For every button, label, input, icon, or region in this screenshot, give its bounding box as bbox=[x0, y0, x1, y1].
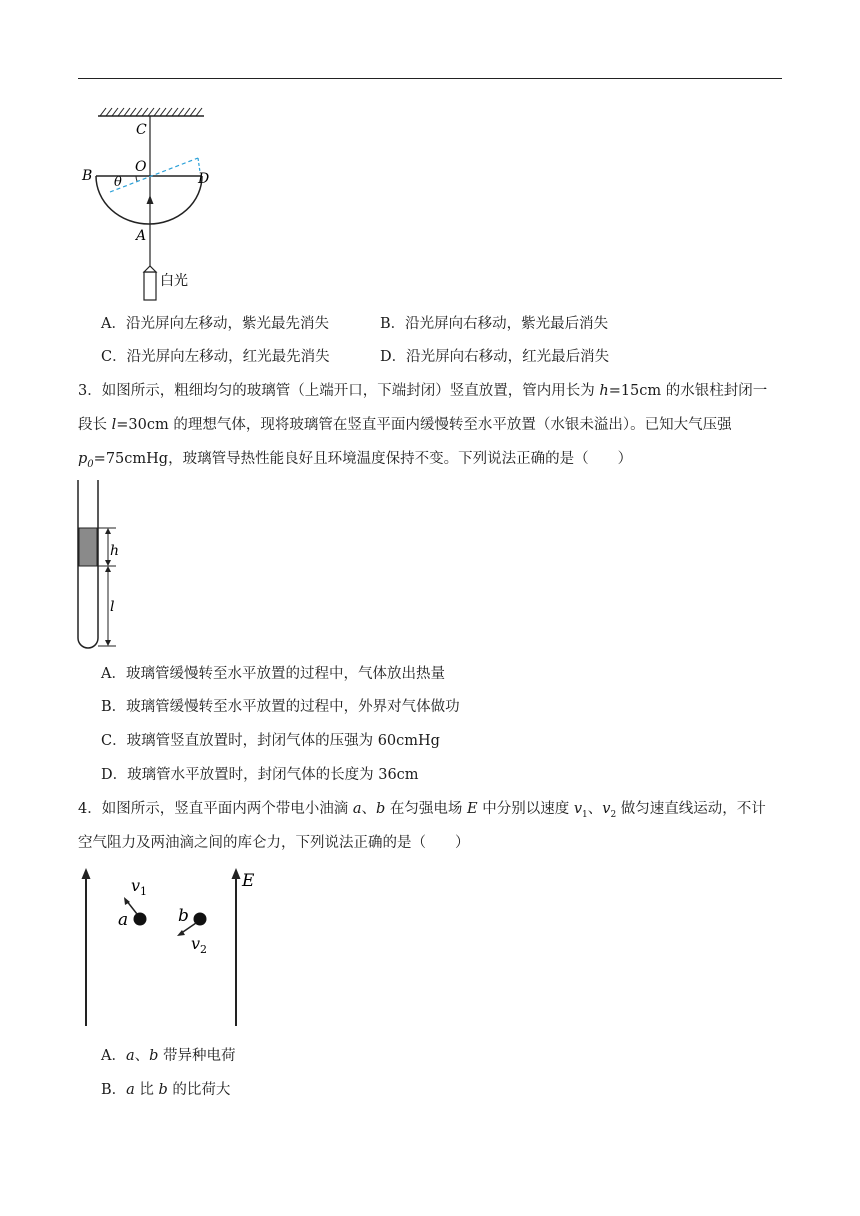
q3-option-d: D．玻璃管水平放置时，封闭气体的长度为 36cm bbox=[101, 767, 419, 783]
q2-label-o: O bbox=[135, 159, 147, 175]
q4-stem-line-2: 空气阻力及两油滴之间的库仑力，下列说法正确的是（ ） bbox=[78, 835, 470, 851]
q3-stem-line-3: $p_0=75cmHg$，玻璃管导热性能良好且环境温度保持不变。下列说法正确的是（ ） bbox=[78, 451, 633, 470]
q2-option-a: A．沿光屏向左移动，紫光最先消失 bbox=[101, 316, 329, 332]
q4-label-v2: $v_2$ bbox=[191, 934, 208, 956]
q4-option-b: B．a 比 b 的比荷大 bbox=[101, 1082, 231, 1098]
q3-option-a: A．玻璃管缓慢转至水平放置的过程中，气体放出热量 bbox=[101, 666, 445, 682]
q4-label-a: a bbox=[118, 910, 129, 930]
q2-label-theta: θ bbox=[114, 175, 122, 190]
q4-label-v1: $v_1$ bbox=[131, 876, 148, 898]
q3-stem-line-2: 段长 l=30cm 的理想气体，现将玻璃管在竖直平面内缓慢转至水平放置（水银未溢出）。已知大气压强 bbox=[78, 417, 732, 433]
q2-option-b: B．沿光屏向右移动，紫光最后消失 bbox=[380, 316, 609, 332]
q3-stem-line-1: 3．如图所示，粗细均匀的玻璃管（上端开口，下端封闭）竖直放置，管内用长为 h=15cm 的水银柱封闭一 bbox=[78, 383, 768, 399]
q2-option-d: D．沿光屏向右移动，红光最后消失 bbox=[380, 349, 610, 365]
q3-figure bbox=[72, 478, 142, 654]
q2-option-c: C．沿光屏向左移动，红光最先消失 bbox=[101, 349, 330, 365]
q2-source-label: 白光 bbox=[160, 273, 188, 289]
q3-option-b: B．玻璃管缓慢转至水平放置的过程中，外界对气体做功 bbox=[101, 699, 460, 715]
q3-option-c: C．玻璃管竖直放置时，封闭气体的压强为 60cmHg bbox=[101, 733, 440, 749]
q4-stem-line-1: 4．如图所示，竖直平面内两个带电小油滴 a、b 在匀强电场 E 中分别以速度 $v_1$、$v_2$ 做匀速直线运动，不计 bbox=[78, 801, 766, 820]
q3-label-l: l bbox=[110, 599, 115, 615]
header-rule bbox=[78, 78, 782, 79]
q3-label-h: h bbox=[110, 543, 120, 559]
q2-figure bbox=[78, 100, 218, 305]
q4-figure bbox=[74, 866, 274, 1032]
q4-option-a: A．a、b 带异种电荷 bbox=[101, 1048, 236, 1064]
q4-label-e: E bbox=[242, 871, 255, 891]
q2-label-a: A bbox=[136, 228, 147, 244]
q2-label-d: D bbox=[198, 171, 210, 187]
q2-label-c: C bbox=[136, 122, 147, 138]
q2-label-b: B bbox=[82, 168, 93, 184]
q4-label-b: b bbox=[178, 906, 189, 926]
